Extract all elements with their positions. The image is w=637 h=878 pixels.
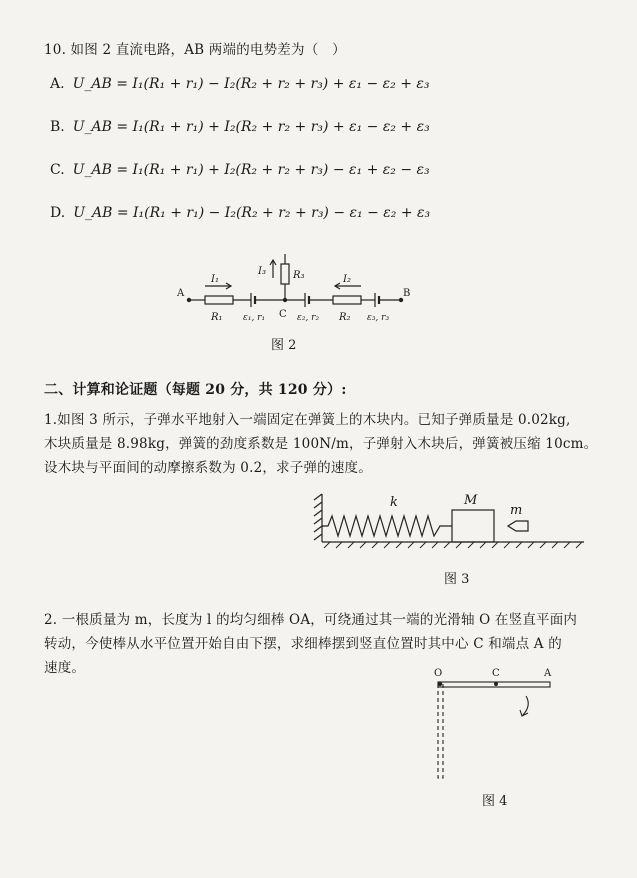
section2-title: 二、计算和论证题（每题 20 分，共 120 分）:	[44, 382, 347, 398]
label-e2r2: ε₂, r₂	[297, 313, 320, 323]
label-i3: I₃	[258, 266, 266, 277]
q10-option-b[interactable]: B. U_AB = I₁(R₁ + r₁) + I₂(R₂ + r₂ + r₃) + ε₁ − ε₂ + ε₃	[50, 119, 430, 135]
label-m: m	[510, 503, 523, 518]
resistor-r2	[333, 296, 361, 304]
label-c: C	[279, 309, 287, 320]
q10-option-d[interactable]: D. U_AB = I₁(R₁ + r₁) − I₂(R₂ + r₂ + r₃) − ε₁ − ε₂ + ε₃	[50, 205, 431, 221]
terminal-a	[187, 298, 191, 302]
label-a: A	[177, 288, 185, 299]
rod-horizontal	[438, 682, 550, 687]
label-e1r1: ε₁, r₁	[243, 313, 266, 323]
label-c: C	[492, 668, 500, 679]
label-r2: R₂	[339, 312, 351, 323]
rod-vertical	[438, 682, 443, 778]
label-M: M	[464, 493, 478, 508]
label-i1: I₁	[211, 274, 219, 285]
label-k: k	[390, 495, 398, 510]
p2-line3: 速度。	[44, 660, 86, 676]
p1-line2: 木块质量是 8.98kg，弹簧的劲度系数是 100N/m，子弹射入木块后，弹簧被压缩 10cm。	[44, 436, 598, 452]
spring-block-diagram	[300, 488, 590, 558]
label-r1: R₁	[211, 312, 223, 323]
p2-line2: 转动，今使棒从水平位置开始自由下摆，求细棒摆到竖直位置时其中心 C 和端点 A 的	[44, 636, 562, 652]
label-o: O	[434, 668, 443, 679]
q10-stem: 10. 如图 2 直流电路，AB 两端的电势差为（ ）	[44, 42, 346, 58]
rod-diagram	[430, 660, 560, 790]
p2-line1: 2. 一根质量为 m，长度为 l 的均匀细棒 OA，可绕通过其一端的光滑轴 O 在竖直平面内	[44, 612, 578, 628]
figure2-caption: 图 2	[271, 338, 297, 353]
circuit-diagram	[175, 250, 425, 350]
label-e3r3: ε₃, r₃	[367, 313, 390, 323]
block	[452, 510, 494, 542]
node-c	[283, 298, 287, 302]
label-b: B	[403, 288, 411, 299]
q10-option-c[interactable]: C. U_AB = I₁(R₁ + r₁) + I₂(R₂ + r₂ + r₃) − ε₁ + ε₂ − ε₃	[50, 162, 430, 178]
label-a: A	[544, 668, 552, 679]
label-i2: I₂	[343, 274, 351, 285]
spring	[322, 516, 452, 536]
figure4-caption: 图 4	[482, 794, 508, 809]
p1-line3: 设木块与平面间的动摩擦系数为 0.2，求子弹的速度。	[44, 460, 372, 476]
resistor-r3	[281, 264, 289, 284]
bullet	[508, 521, 528, 531]
label-r3: R₃	[293, 270, 305, 281]
p1-line1: 1.如图 3 所示，子弹水平地射入一端固定在弹簧上的木块内。已知子弹质量是 0.02kg,	[44, 412, 571, 428]
resistor-r1	[205, 296, 233, 304]
pivot-o	[438, 682, 442, 686]
point-c	[494, 682, 498, 686]
q10-option-a[interactable]: A. U_AB = I₁(R₁ + r₁) − I₂(R₂ + r₂ + r₃) + ε₁ − ε₂ + ε₃	[50, 76, 430, 92]
figure3-caption: 图 3	[444, 572, 470, 587]
